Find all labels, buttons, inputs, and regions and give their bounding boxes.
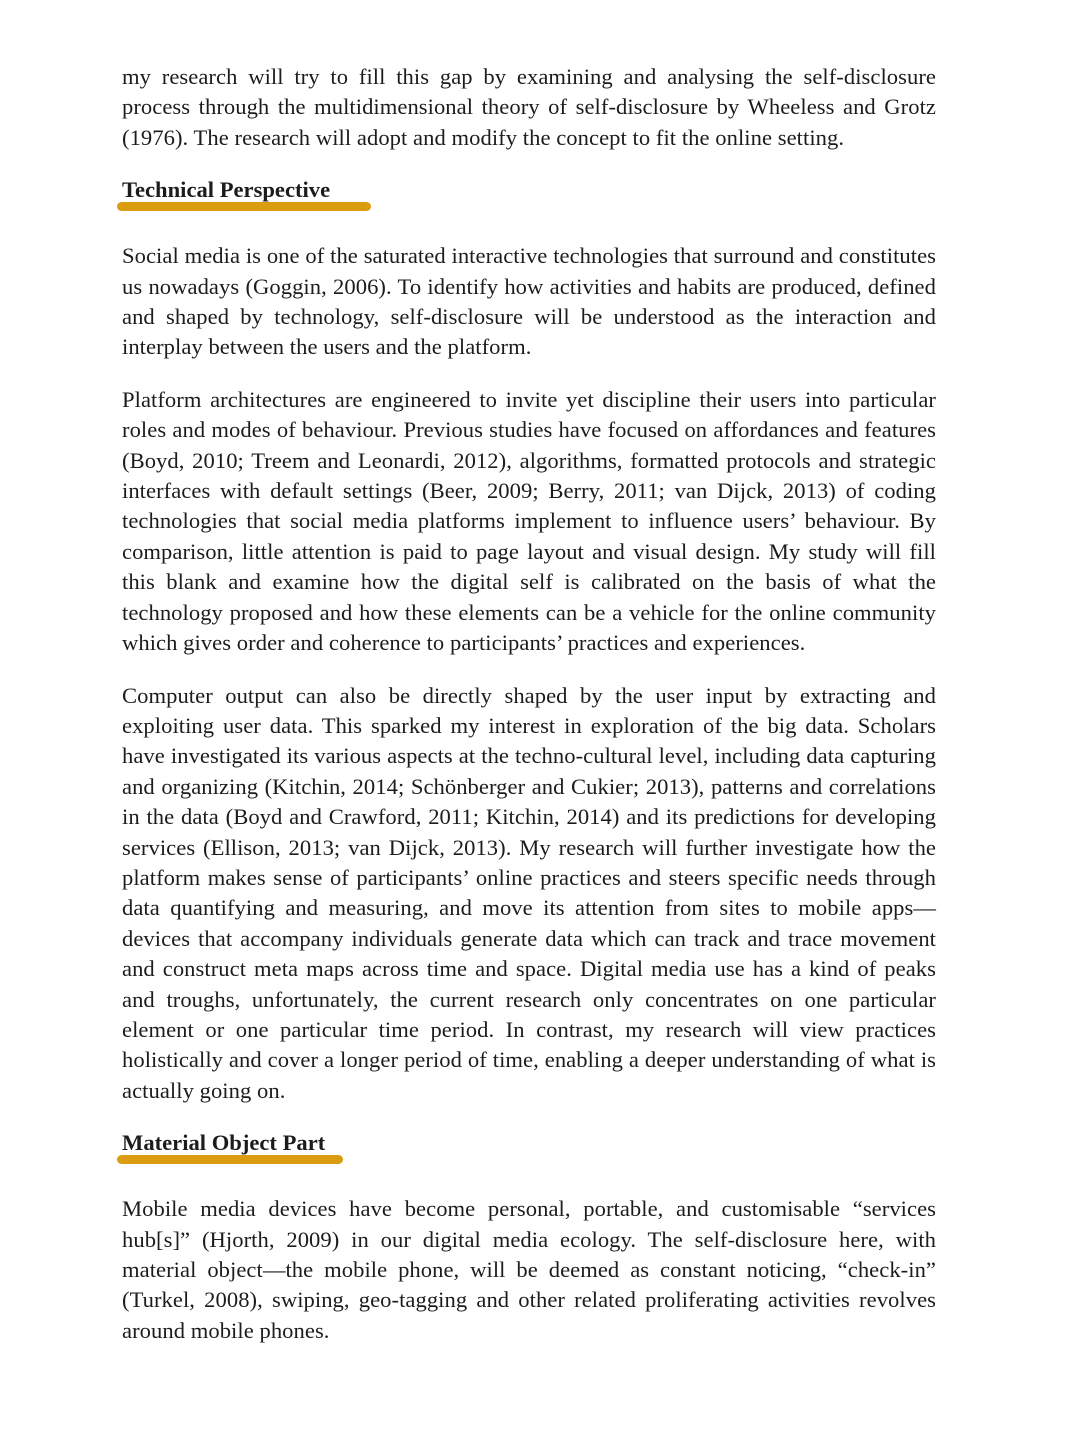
technical-paragraph-2: Platform architectures are engineered to invite yet discipline their users into particular roles and modes of behaviour. Previous studies have focused on affordances and features (Boyd, 2010; Treem and Leonardi, 2012), algorithms, formatted protocols and strategic interfaces with default settings (Beer, 2009; Berry, 2011; van Dijck, 2013) of coding technologies that social media platforms implement to influence users’ behaviour. By comparison, little attention is paid to page layout and visual design. My study will fill this blank and examine how the digital self is calibrated on the basis of what the technology proposed and how these elements can be a vehicle for the online community which gives order and coherence to participants’ practices and experiences. — [122, 386, 936, 656]
material-object-heading-block — [122, 1128, 936, 1172]
technical-perspective-heading-block — [122, 175, 936, 219]
technical-paragraph-3: Computer output can also be directly shaped by the user input by extracting and exploiting user data. This sparked my interest in exploration of the big data. Scholars have investigated its various aspects at the techno-cultural level, including data capturing and organizing (Kitchin, 2014; Schönberger and Cukier; 2013), patterns and correlations in the data (Boyd and Crawford, 2011; Kitchin, 2014) and its predictions for developing services (Ellison, 2013; van Dijck, 2013). My research will further investigate how the platform makes sense of participants’ online practices and steers specific needs through data quantifying and measuring, and move its attention from sites to mobile apps—devices that accompany individuals generate data which can track and trace movement and construct meta maps across time and space. Digital media use has a kind of peaks and troughs, unfortunately, the current research only concentrates on one particular element or one particular time period. In contrast, my research will view practices holistically and cover a longer period of time, enabling a deeper understanding of what is actually going on. — [122, 682, 936, 1103]
material-paragraph-1: Mobile media devices have become personal, portable, and customisable “services hub[s]” (Hjorth, 2009) in our digital media ecology. The self-disclosure here, with material object—the mobile phone, will be deemed as constant noticing, “check-in” (Turkel, 2008), swiping, geo-tagging and other related proliferating activities revolves around mobile phones. — [122, 1196, 936, 1343]
technical-paragraph-1: Social media is one of the saturated interactive technologies that surround and constitutes us nowadays (Goggin, 2006). To identify how activities and habits are produced, defined and shaped by technology, self-disclosure will be understood as the interaction and interplay between the users and the platform. — [122, 243, 936, 360]
technical-perspective-heading: Technical Perspective — [122, 177, 331, 203]
material-object-heading: Material Object Part — [122, 1130, 326, 1156]
intro-paragraph: my research will try to fill this gap by examining and analysing the self-disclosure process through the multidimensional theory of self-disclosure by Wheeless and Grotz (1976). The research will adopt and modify the concept to fit the online setting. — [122, 64, 936, 150]
document-page — [122, 62, 936, 1368]
